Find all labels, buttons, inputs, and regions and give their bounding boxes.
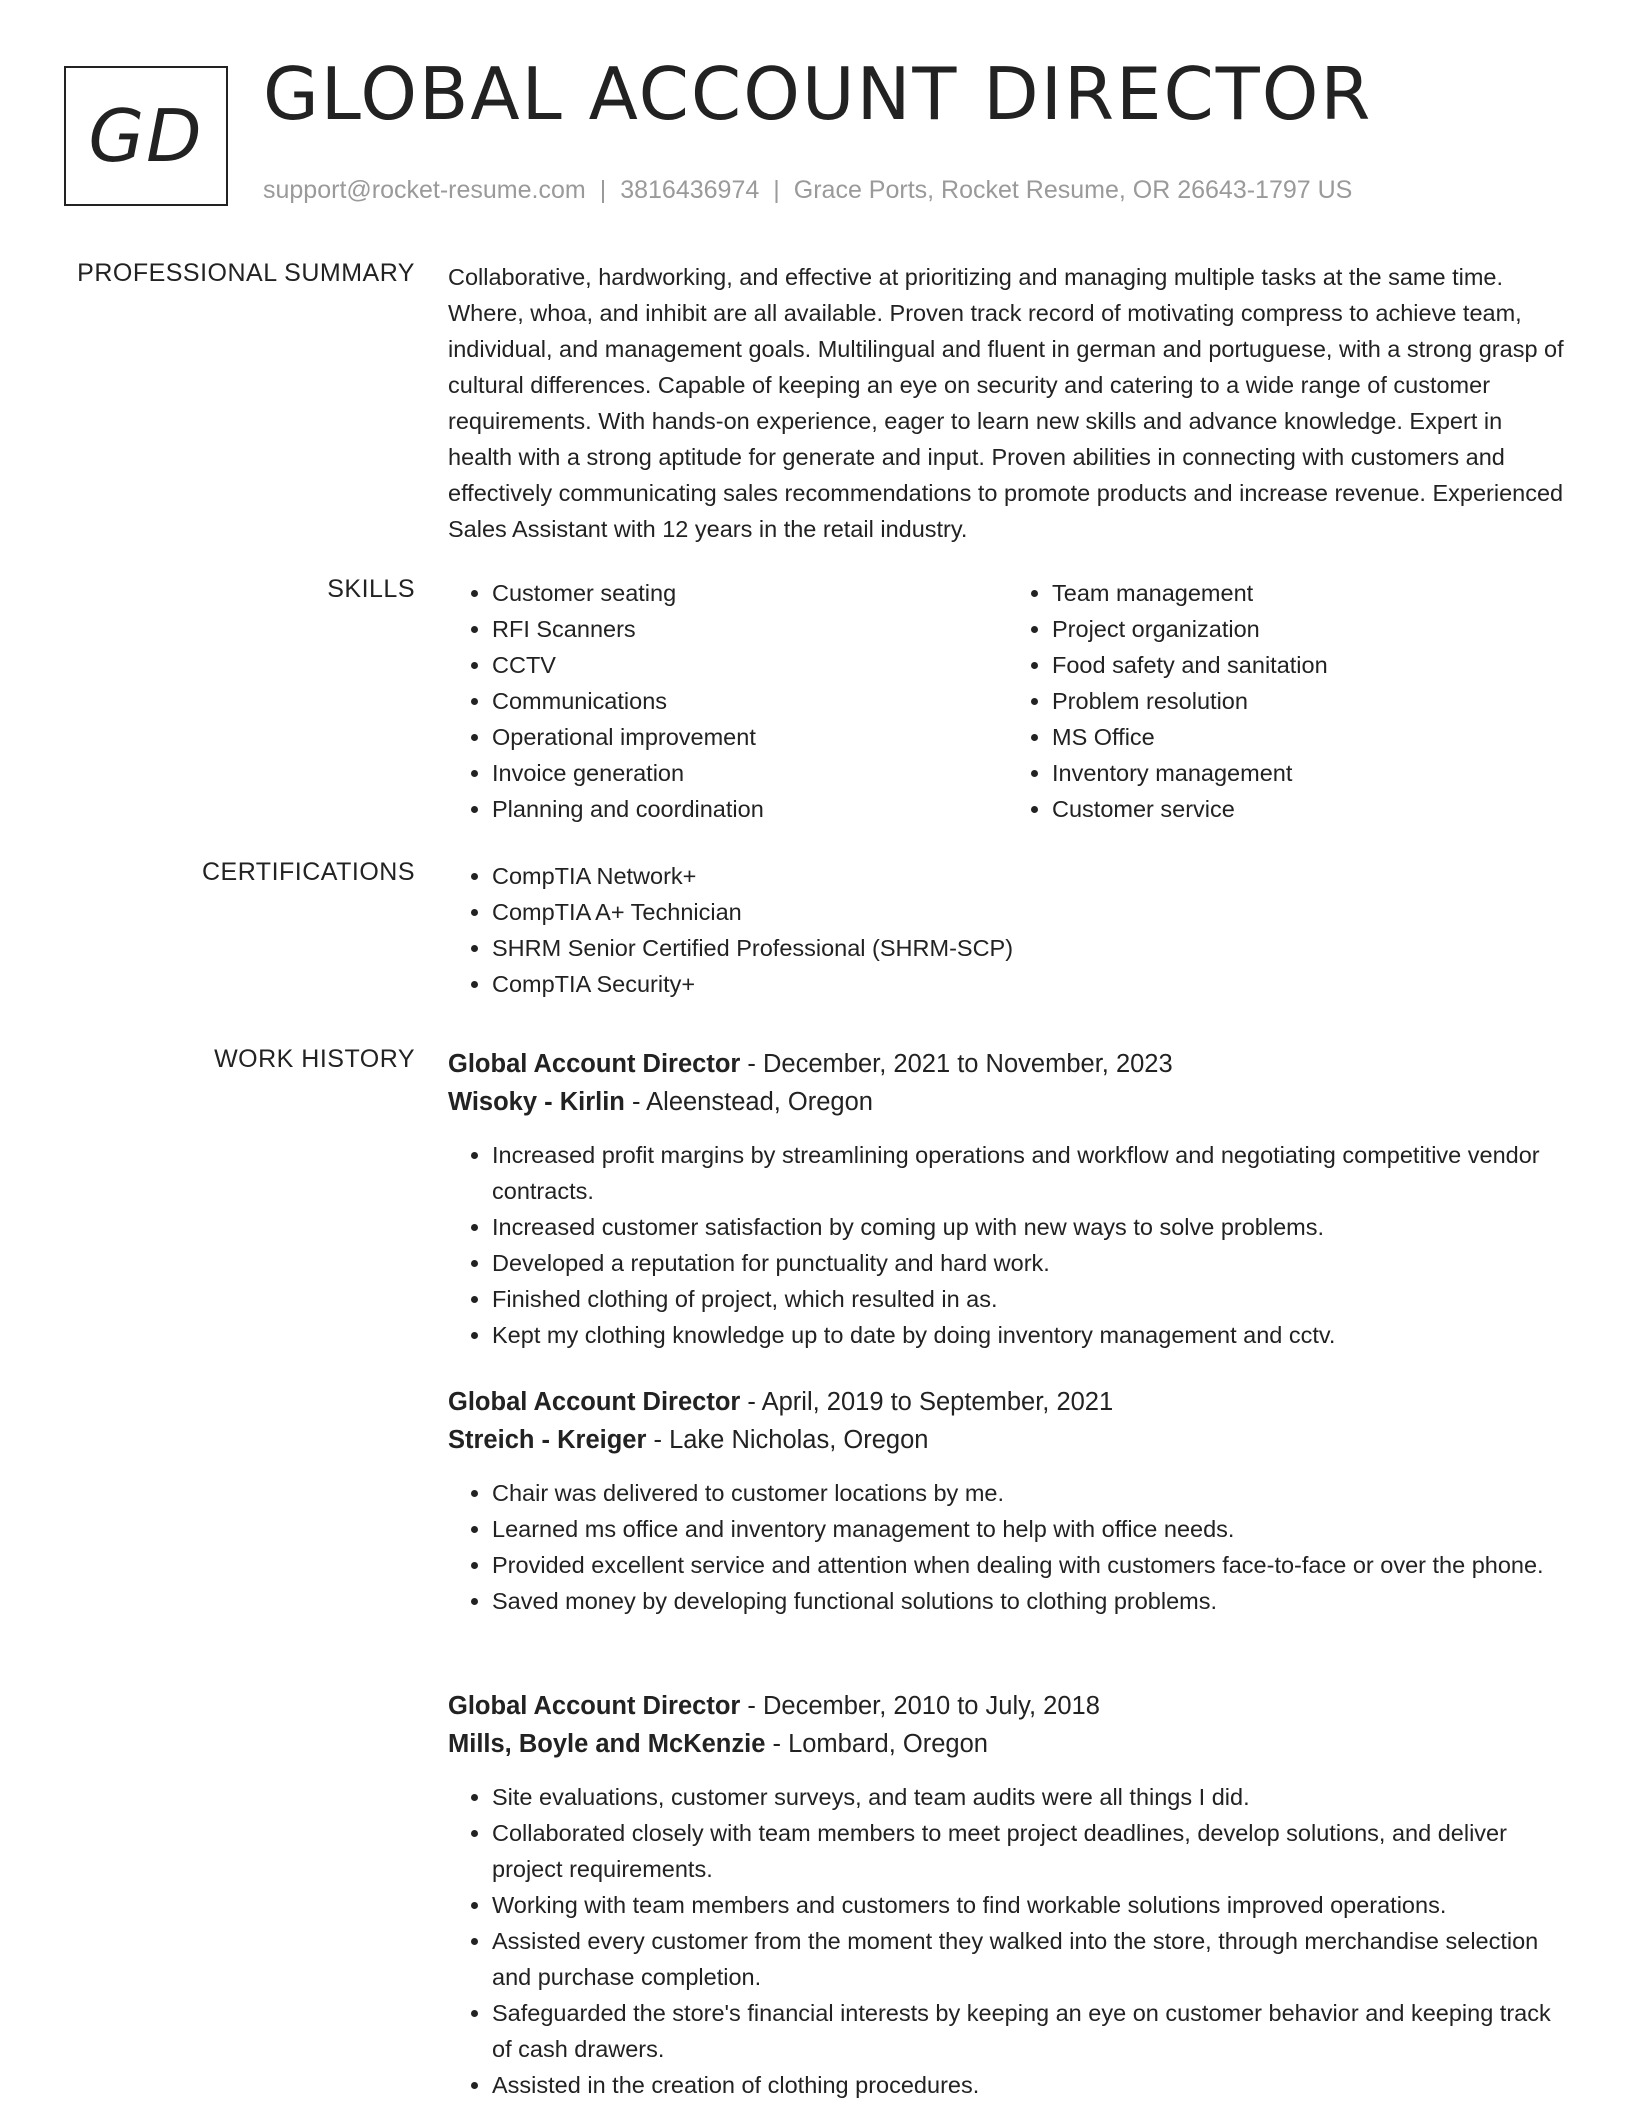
skill-item: • Customer service [1052,791,1568,827]
job-location: - Lombard, Oregon [765,1730,988,1758]
skill-item: • CCTV [492,647,1008,683]
contact-separator: | [773,176,780,204]
certification-item: • CompTIA Security+ [492,966,1568,1002]
job-bullet: • Saved money by developing functional solutions to clothing problems. [492,1583,1568,1619]
job-bullet-list [448,1779,1568,2103]
job-title: Global Account Director [448,1692,741,1720]
job-bullet: • Safeguarded the store's financial interests by keeping an eye on customer behavior and keeping track of cash drawers. [492,1995,1568,2067]
job-bullet: • Increased customer satisfaction by coming up with new ways to solve problems. [492,1209,1568,1245]
skill-item: • Inventory management [1052,755,1568,791]
skill-item: • Communications [492,683,1008,719]
contact-phone: 3816436974 [620,176,760,204]
job-bullet: • Working with team members and customers to find workable solutions improved operations. [492,1887,1568,1923]
contact-email: support@rocket-resume.com [263,176,586,204]
job-bullet: • Collaborated closely with team members to meet project deadlines, develop solutions, and deliver project requirements. [492,1815,1568,1887]
job-bullet: • Finished clothing of project, which resulted in as. [492,1281,1568,1317]
skills-grid [448,575,1568,827]
section-label-work-history: WORK HISTORY [214,1045,415,1073]
job-bullet-list [448,1137,1568,1353]
job-bullet: • Kept my clothing knowledge up to date by doing inventory management and cctv. [492,1317,1568,1353]
skill-item: • RFI Scanners [492,611,1008,647]
job-entry [448,1687,1568,2103]
skill-item: • Customer seating [492,575,1008,611]
job-bullet: • Developed a reputation for punctuality and hard work. [492,1245,1568,1281]
skill-item: • Problem resolution [1052,683,1568,719]
skills-list-right [1008,575,1568,827]
job-title-line [448,1383,1568,1421]
job-bullet: • Chair was delivered to customer locations by me. [492,1475,1568,1511]
work-history-content [448,1045,1568,2098]
job-bullet: • Provided excellent service and attention when dealing with customers face-to-face or over the phone. [492,1547,1568,1583]
certifications-list [448,858,1568,1002]
skill-item: • Project organization [1052,611,1568,647]
job-company-line [448,1421,1568,1459]
job-bullet: • Increased profit margins by streamlining operations and workflow and negotiating competitive vendor contracts. [492,1137,1568,1209]
job-title: Global Account Director [448,1050,741,1078]
job-location: - Lake Nicholas, Oregon [646,1426,929,1454]
section-label-summary: PROFESSIONAL SUMMARY [77,259,415,287]
certification-item: • CompTIA Network+ [492,858,1568,894]
skill-item: • Planning and coordination [492,791,1008,827]
job-dates: - December, 2021 to November, 2023 [740,1050,1173,1078]
job-company: Wisoky - Kirlin [448,1088,625,1116]
skill-item: • MS Office [1052,719,1568,755]
skill-item: • Invoice generation [492,755,1008,791]
initials: GD [88,94,204,178]
job-bullet: • Learned ms office and inventory management to help with office needs. [492,1511,1568,1547]
job-title: Global Account Director [448,1388,741,1416]
contact-separator: | [599,176,607,204]
certification-item: • SHRM Senior Certified Professional (SHRM-SCP) [492,930,1568,966]
job-company: Mills, Boyle and McKenzie [448,1730,766,1758]
job-entry [448,1045,1568,1353]
contact-address: Grace Ports, Rocket Resume, OR 26643-1797 US [793,176,1353,204]
resume-title: GLOBAL ACCOUNT DIRECTOR [263,52,1373,136]
section-label-skills: SKILLS [327,575,415,603]
job-bullet: • Site evaluations, customer surveys, and team audits were all things I did. [492,1779,1568,1815]
certification-item: • CompTIA A+ Technician [492,894,1568,930]
job-bullet-list [448,1475,1568,1619]
job-dates: - December, 2010 to July, 2018 [740,1692,1100,1720]
job-location: - Aleenstead, Oregon [624,1088,873,1116]
job-company: Streich - Kreiger [448,1426,647,1454]
job-company-line [448,1725,1568,1763]
skills-list-left [448,575,1008,827]
skill-item: • Food safety and sanitation [1052,647,1568,683]
job-title-line [448,1687,1568,1725]
contact-line [263,176,1352,205]
job-dates: - April, 2019 to September, 2021 [740,1388,1114,1416]
job-entry [448,1383,1568,1619]
job-bullet: • Assisted in the creation of clothing procedures. [492,2067,1568,2103]
job-company-line [448,1083,1568,1121]
section-label-certifications: CERTIFICATIONS [201,858,415,886]
job-title-line [448,1045,1568,1083]
monogram-box [64,66,228,206]
skill-item: • Operational improvement [492,719,1008,755]
skill-item: • Team management [1052,575,1568,611]
summary-text: Collaborative, hardworking, and effective at prioritizing and managing multiple tasks at the same time. Where, whoa, and inhibit are all available. Proven track record of motivating compress to achieve team, individual, and management goals. Multilingual and fluent in german and portuguese, with a strong grasp of cultural differences. Capable of keeping an eye on security and catering to a wide range of customer requirements. With hands-on experience, eager to learn new skills and advance knowledge. Expert in health with a strong aptitude for generate and input. Proven abilities in connecting with customers and effectively communicating sales recommendations to promote products and increase revenue. Experienced Sales Assistant with 12 years in the retail industry. [448,264,1564,542]
certifications-content [448,858,1568,1002]
job-bullet: • Assisted every customer from the moment they walked into the store, through merchandise selection and purchase completion. [492,1923,1568,1995]
